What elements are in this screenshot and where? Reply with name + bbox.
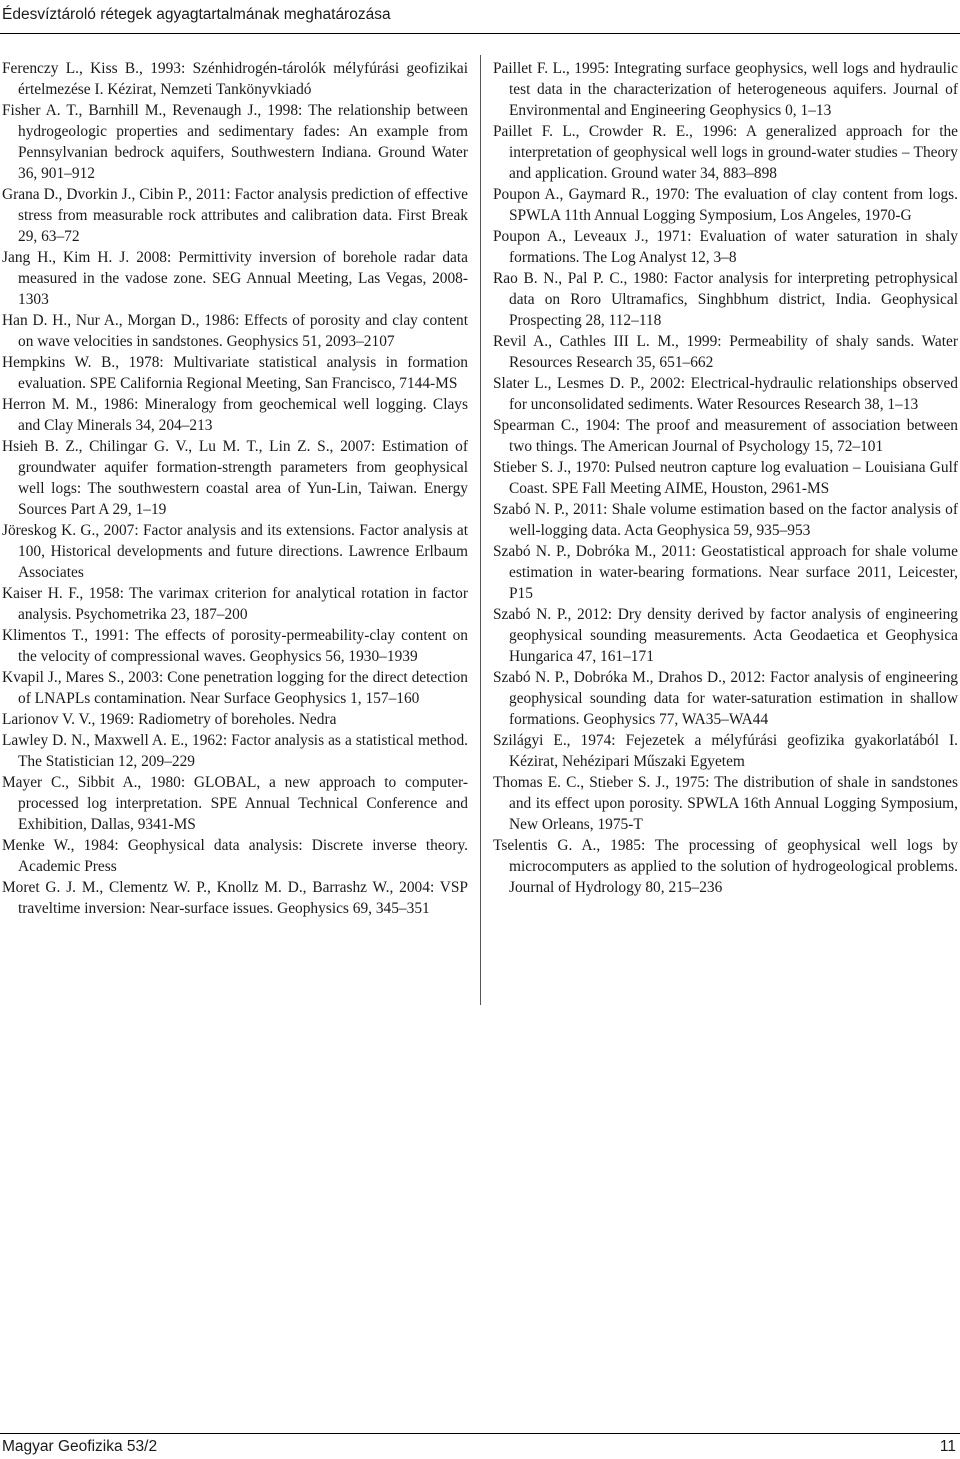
reference-entry: Larionov V. V., 1969: Radiometry of boreholes. Nedra: [2, 711, 337, 728]
reference-entry: Poupon A., Leveaux J., 1971: Evaluation of water saturation in shaly formations. The Log Analyst 12, 3–8: [493, 228, 958, 266]
running-header: Édesvíztároló rétegek agyagtartalmának meghatározása: [2, 6, 391, 23]
reference-entry: Tselentis G. A., 1985: The processing of geophysical well logs by microcomputers as applied to the solution of hydrogeological problems. Journal of Hydrology 80, 215–236: [493, 837, 958, 896]
reference-entry: Paillet F. L., Crowder R. E., 1996: A generalized approach for the interpretation of geophysical well logs in ground-water studies – Theory and application. Ground water 34, 883–898: [493, 123, 958, 182]
reference-entry: Hsieh B. Z., Chilingar G. V., Lu M. T., Lin Z. S., 2007: Estimation of groundwater aquifer formation-strength parameters from geophysical well logs: The southwestern coastal area of Yun-Lin, Taiwan. Energy Sources Part A 29, 1–19: [2, 438, 468, 518]
reference-entry: Kaiser H. F., 1958: The varimax criterion for analytical rotation in factor analysis. Psychometrika 23, 187–200: [2, 585, 468, 623]
reference-entry: Szilágyi E., 1974: Fejezetek a mélyfúrási geofizika gyakorlatából I. Kézirat, Nehézipari Műszaki Egyetem: [493, 732, 958, 770]
references-left-column: [2, 58, 468, 919]
reference-entry: Stieber S. J., 1970: Pulsed neutron capture log evaluation – Louisiana Gulf Coast. SPE Fall Meeting AIME, Houston, 2961-MS: [493, 459, 958, 497]
reference-entry: Fisher A. T., Barnhill M., Revenaugh J., 1998: The relationship between hydrogeologic properties and sedimentary fades: An example from Pennsylvanian bedrock aquifers, Southwestern Indiana. Ground Water 36, 901–912: [2, 102, 468, 182]
reference-entry: Kvapil J., Mares S., 2003: Cone penetration logging for the direct detection of LNAPLs contamination. Near Surface Geophysics 1, 157–160: [2, 669, 468, 707]
reference-entry: Jang H., Kim H. J. 2008: Permittivity inversion of borehole radar data measured in the vadose zone. SEG Annual Meeting, Las Vegas, 2008-1303: [2, 249, 468, 308]
reference-entry: Grana D., Dvorkin J., Cibin P., 2011: Factor analysis prediction of effective stress from measurable rock attributes and calibration data. First Break 29, 63–72: [2, 186, 468, 245]
reference-entry: Moret G. J. M., Clementz W. P., Knollz M. D., Barrashz W., 2004: VSP traveltime inversion: Near-surface issues. Geophysics 69, 345–351: [2, 879, 468, 917]
reference-entry: Lawley D. N., Maxwell A. E., 1962: Factor analysis as a statistical method. The Statistician 12, 209–229: [2, 732, 468, 770]
reference-entry: Mayer C., Sibbit A., 1980: GLOBAL, a new approach to computer-processed log interpretation. SPE Annual Technical Conference and Exhibition, Dallas, 9341-MS: [2, 774, 468, 833]
reference-entry: Thomas E. C., Stieber S. J., 1975: The distribution of shale in sandstones and its effect upon porosity. SPWLA 16th Annual Logging Symposium, New Orleans, 1975-T: [493, 774, 958, 833]
reference-entry: Szabó N. P., 2012: Dry density derived by factor analysis of engineering geophysical sounding measurements. Acta Geodaetica et Geophysica Hungarica 47, 161–171: [493, 606, 958, 665]
reference-entry: Poupon A., Gaymard R., 1970: The evaluation of clay content from logs. SPWLA 11th Annual Logging Symposium, Los Angeles, 1970-G: [493, 186, 958, 224]
reference-entry: Szabó N. P., Dobróka M., 2011: Geostatistical approach for shale volume estimation in water-bearing formations. Near surface 2011, Leicester, P15: [493, 543, 958, 602]
page-number: 11: [939, 1438, 956, 1455]
reference-entry: Paillet F. L., 1995: Integrating surface geophysics, well logs and hydraulic test data in the characterization of heterogeneous aquifers. Journal of Environmental and Engineering Geophysics 0, 1–13: [493, 60, 958, 119]
reference-entry: Menke W., 1984: Geophysical data analysis: Discrete inverse theory. Academic Press: [2, 837, 468, 875]
journal-name: Magyar Geofizika 53/2: [2, 1438, 158, 1455]
header-rule: [0, 33, 960, 34]
references-right-column: [493, 58, 958, 898]
column-divider: [480, 55, 481, 1005]
reference-entry: Ferenczy L., Kiss B., 1993: Szénhidrogén-tárolók mélyfúrási geofizikai értelmezése I. Kézirat, Nemzeti Tankönyvkiadó: [2, 60, 468, 98]
reference-entry: Han D. H., Nur A., Morgan D., 1986: Effects of porosity and clay content on wave velocities in sandstones. Geophysics 51, 2093–2107: [2, 312, 468, 350]
reference-entry: Spearman C., 1904: The proof and measurement of association between two things. The American Journal of Psychology 15, 72–101: [493, 417, 958, 455]
reference-entry: Szabó N. P., 2011: Shale volume estimation based on the factor analysis of well-logging data. Acta Geophysica 59, 935–953: [493, 501, 958, 539]
reference-entry: Slater L., Lesmes D. P., 2002: Electrical-hydraulic relationships observed for unconsolidated sediments. Water Resources Research 38, 1–13: [493, 375, 958, 413]
reference-entry: Rao B. N., Pal P. C., 1980: Factor analysis for interpreting petrophysical data on Roro Ultramafics, Singhbhum district, India. Geophysical Prospecting 28, 112–118: [493, 270, 958, 329]
page-footer: [0, 1434, 960, 1459]
reference-entry: Hempkins W. B., 1978: Multivariate statistical analysis in formation evaluation. SPE California Regional Meeting, San Francisco, 7144-MS: [2, 354, 468, 392]
reference-entry: Revil A., Cathles III L. M., 1999: Permeability of shaly sands. Water Resources Research 35, 651–662: [493, 333, 958, 371]
reference-entry: Herron M. M., 1986: Mineralogy from geochemical well logging. Clays and Clay Minerals 34, 204–213: [2, 396, 468, 434]
reference-entry: Klimentos T., 1991: The effects of porosity-permeability-clay content on the velocity of compressional waves. Geophysics 56, 1930–1939: [2, 627, 468, 665]
reference-entry: Szabó N. P., Dobróka M., Drahos D., 2012: Factor analysis of engineering geophysical sounding data for water-saturation estimation in shallow formations. Geophysics 77, WA35–WA44: [493, 669, 958, 728]
reference-entry: Jöreskog K. G., 2007: Factor analysis and its extensions. Factor analysis at 100, Historical developments and future directions. Lawrence Erlbaum Associates: [2, 522, 468, 581]
